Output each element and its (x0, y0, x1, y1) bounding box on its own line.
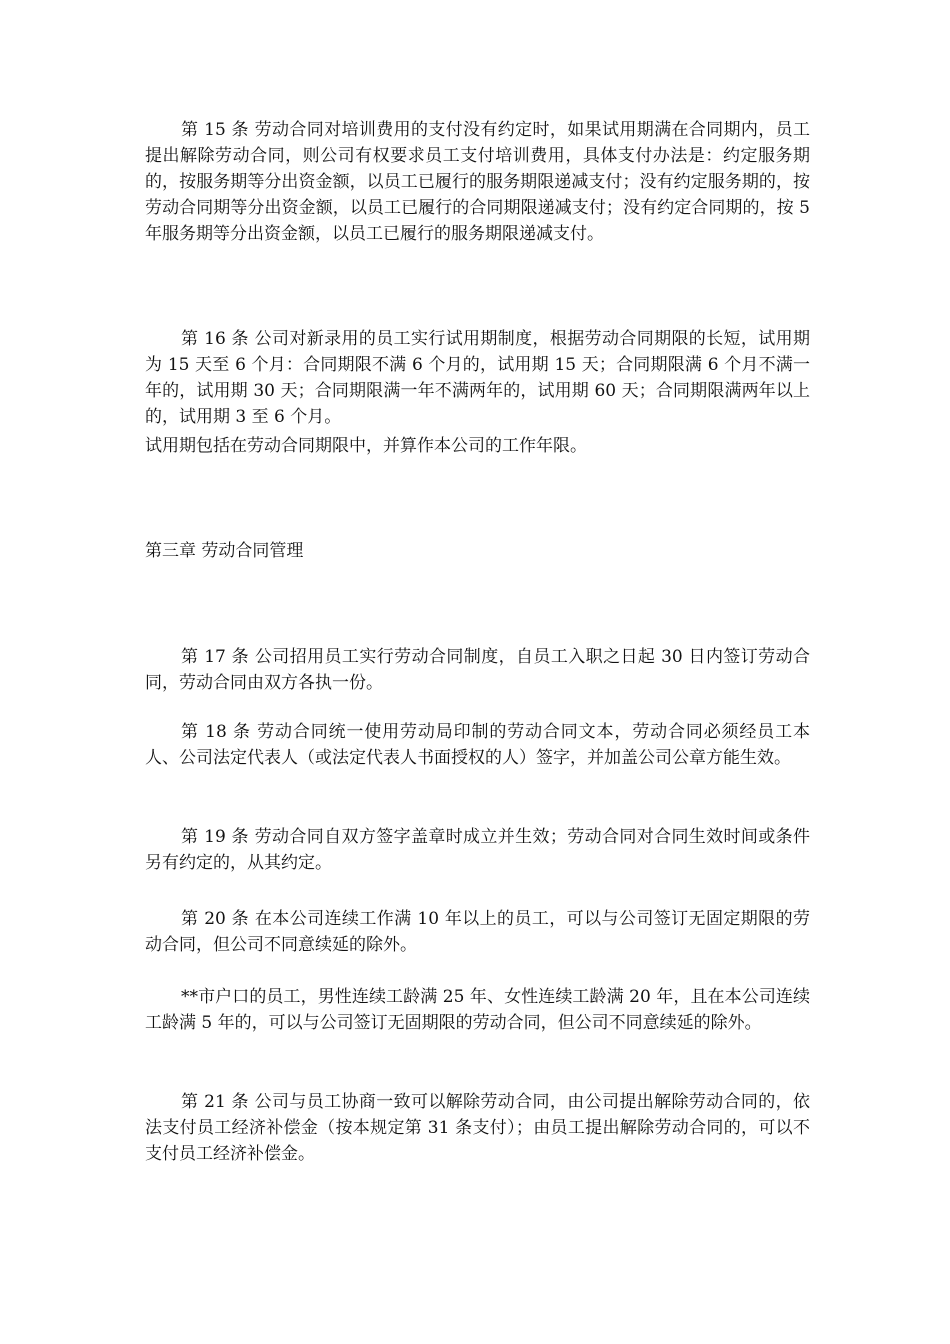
article-16-paragraph: 第 16 条 公司对新录用的员工实行试用期制度，根据劳动合同期限的长短，试用期为 15 天至 6 个月：合同期限不满 6 个月的，试用期 15 天；合同期限满 6 个月不满一年的，试用期 30 天；合同期限满一年不满两年的，试用期 60 天；合同期限满两年以上的，试用期 3 至 6 个月。 (145, 329, 810, 427)
article-17-paragraph: 第 17 条 公司招用员工实行劳动合同制度，自员工入职之日起 30 日内签订劳动合同，劳动合同由双方各执一份。 (145, 647, 810, 693)
article-15-paragraph: 第 15 条 劳动合同对培训费用的支付没有约定时，如果试用期满在合同期内，员工提出解除劳动合同，则公司有权要求员工支付培训费用，具体支付办法是：约定服务期的，按服务期等分出资金额，以员工已履行的服务期限递减支付；没有约定服务期的，按劳动合同期等分出资金额，以员工已履行的合同期限递减支付；没有约定合同期的，按 5 年服务期等分出资金额，以员工已履行的服务期限递减支付。 (145, 120, 810, 244)
residency-clause-paragraph: **市户口的员工，男性连续工龄满 25 年、女性连续工龄满 20 年，且在本公司连续工龄满 5 年的，可以与公司签订无固期限的劳动合同，但公司不同意续延的除外。 (145, 987, 810, 1033)
probation-note-paragraph: 试用期包括在劳动合同期限中，并算作本公司的工作年限。 (145, 436, 587, 456)
article-21-paragraph: 第 21 条 公司与员工协商一致可以解除劳动合同，由公司提出解除劳动合同的，依法支付员工经济补偿金（按本规定第 31 条支付）；由员工提出解除劳动合同的，可以不支付员工经济补偿金。 (145, 1092, 810, 1164)
article-20-paragraph: 第 20 条 在本公司连续工作满 10 年以上的员工，可以与公司签订无固定期限的劳动合同，但公司不同意续延的除外。 (145, 909, 810, 955)
chapter-heading: 第三章 劳动合同管理 (145, 541, 304, 561)
article-18-paragraph: 第 18 条 劳动合同统一使用劳动局印制的劳动合同文本，劳动合同必须经员工本人、公司法定代表人（或法定代表人书面授权的人）签字，并加盖公司公章方能生效。 (145, 722, 810, 768)
article-19-paragraph: 第 19 条 劳动合同自双方签字盖章时成立并生效；劳动合同对合同生效时间或条件另有约定的，从其约定。 (145, 827, 810, 873)
